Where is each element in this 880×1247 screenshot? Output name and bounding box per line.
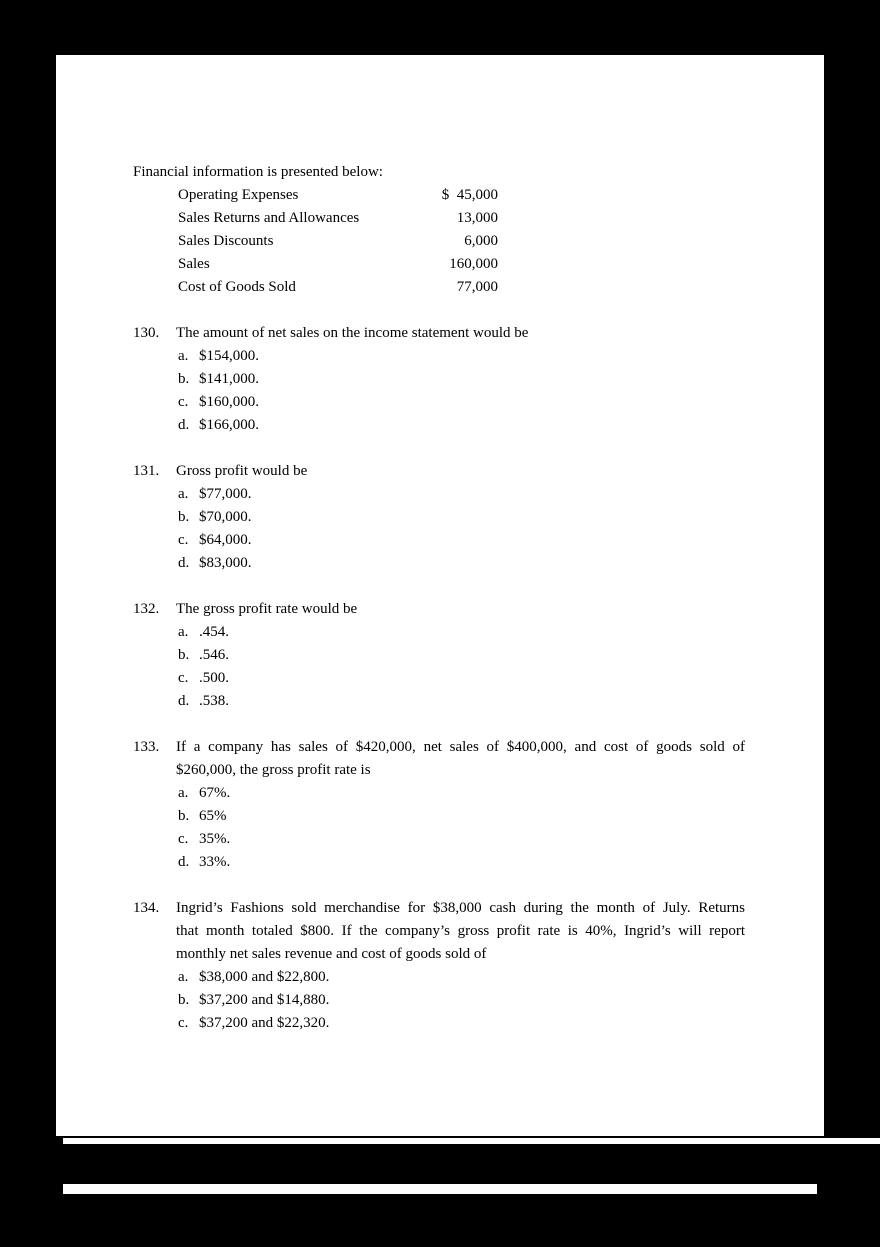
question-text-line-1: If a company has sales of $420,000, net sales of $400,000, and cost of goods sold of bbox=[176, 739, 745, 755]
question-text-line-3: monthly net sales revenue and cost of goods sold of bbox=[176, 946, 487, 962]
question-text: The amount of net sales on the income statement would be bbox=[176, 325, 529, 341]
item-label: Operating Expenses bbox=[178, 187, 299, 203]
option-text: .538. bbox=[199, 693, 229, 709]
question-131 bbox=[133, 460, 745, 575]
option-text: .546. bbox=[199, 647, 229, 663]
option-letter: a. bbox=[178, 348, 189, 364]
next-page-top-edge bbox=[63, 1184, 817, 1194]
option-letter: b. bbox=[178, 808, 190, 824]
option-letter: b. bbox=[178, 371, 190, 387]
option-letter: b. bbox=[178, 647, 190, 663]
item-amount: 13,000 bbox=[456, 210, 498, 226]
item-amount: 77,000 bbox=[456, 279, 498, 295]
page-content bbox=[56, 55, 824, 1035]
option-text: $77,000. bbox=[199, 486, 252, 502]
question-number: 131. bbox=[133, 463, 160, 479]
option-c bbox=[178, 1012, 745, 1035]
question-number: 132. bbox=[133, 601, 160, 617]
option-c bbox=[178, 391, 745, 414]
financial-item-row bbox=[178, 184, 745, 207]
option-a bbox=[178, 345, 745, 368]
option-a bbox=[178, 621, 745, 644]
option-a bbox=[178, 483, 745, 506]
option-d bbox=[178, 690, 745, 713]
option-c bbox=[178, 529, 745, 552]
option-letter: d. bbox=[178, 693, 190, 709]
option-text: .500. bbox=[199, 670, 229, 686]
item-label: Cost of Goods Sold bbox=[178, 279, 296, 295]
option-text: 67%. bbox=[199, 785, 231, 801]
option-letter: d. bbox=[178, 555, 190, 571]
option-b bbox=[178, 506, 745, 529]
financial-item-row bbox=[178, 276, 745, 299]
question-130 bbox=[133, 322, 745, 437]
option-b bbox=[178, 644, 745, 667]
page-bottom-sliver bbox=[63, 1138, 880, 1144]
option-text: $154,000. bbox=[199, 348, 259, 364]
option-a bbox=[178, 966, 745, 989]
question-number: 133. bbox=[133, 739, 160, 755]
question-number: 130. bbox=[133, 325, 160, 341]
item-amount: $ 45,000 bbox=[441, 187, 498, 203]
option-text: 35%. bbox=[199, 831, 231, 847]
option-letter: b. bbox=[178, 992, 190, 1008]
option-text: .454. bbox=[199, 624, 229, 640]
option-letter: c. bbox=[178, 670, 189, 686]
option-letter: a. bbox=[178, 624, 189, 640]
option-letter: a. bbox=[178, 785, 189, 801]
item-label: Sales Returns and Allowances bbox=[178, 210, 360, 226]
financial-item-row bbox=[178, 230, 745, 253]
intro-heading: Financial information is presented below: bbox=[133, 164, 383, 180]
option-text: 65% bbox=[199, 808, 227, 824]
option-text: $37,200 and $22,320. bbox=[199, 1015, 330, 1031]
question-number: 134. bbox=[133, 900, 160, 916]
question-text: Gross profit would be bbox=[176, 463, 308, 479]
option-text: $64,000. bbox=[199, 532, 252, 548]
option-text: $70,000. bbox=[199, 509, 252, 525]
financial-item-row bbox=[178, 253, 745, 276]
option-c bbox=[178, 828, 745, 851]
document-page bbox=[56, 55, 824, 1136]
option-letter: c. bbox=[178, 532, 189, 548]
question-133 bbox=[133, 736, 745, 874]
question-132 bbox=[133, 598, 745, 713]
option-letter: d. bbox=[178, 854, 190, 870]
option-text: $38,000 and $22,800. bbox=[199, 969, 330, 985]
option-text: $141,000. bbox=[199, 371, 259, 387]
option-d bbox=[178, 851, 745, 874]
option-b bbox=[178, 805, 745, 828]
item-label: Sales Discounts bbox=[178, 233, 274, 249]
option-c bbox=[178, 667, 745, 690]
option-text: $37,200 and $14,880. bbox=[199, 992, 330, 1008]
item-amount: 160,000 bbox=[449, 256, 498, 272]
option-letter: c. bbox=[178, 394, 189, 410]
option-letter: c. bbox=[178, 1015, 189, 1031]
question-text-line-1: Ingrid’s Fashions sold merchandise for $38,000 cash during the month of July. Returns bbox=[176, 900, 745, 916]
option-text: $160,000. bbox=[199, 394, 259, 410]
option-text: $83,000. bbox=[199, 555, 252, 571]
option-letter: c. bbox=[178, 831, 189, 847]
option-letter: d. bbox=[178, 417, 190, 433]
option-text: $166,000. bbox=[199, 417, 259, 433]
option-letter: b. bbox=[178, 509, 190, 525]
question-text-line-2: that month totaled $800. If the company’s gross profit rate is 40%, Ingrid’s will report bbox=[176, 923, 745, 939]
option-d bbox=[178, 414, 745, 437]
option-letter: a. bbox=[178, 969, 189, 985]
question-134 bbox=[133, 897, 745, 1035]
option-b bbox=[178, 989, 745, 1012]
option-d bbox=[178, 552, 745, 575]
option-letter: a. bbox=[178, 486, 189, 502]
question-text: The gross profit rate would be bbox=[176, 601, 358, 617]
option-a bbox=[178, 782, 745, 805]
question-text-line-2: $260,000, the gross profit rate is bbox=[176, 762, 371, 778]
item-label: Sales bbox=[178, 256, 210, 272]
financial-item-row bbox=[178, 207, 745, 230]
option-b bbox=[178, 368, 745, 391]
item-amount: 6,000 bbox=[464, 233, 498, 249]
option-text: 33%. bbox=[199, 854, 231, 870]
